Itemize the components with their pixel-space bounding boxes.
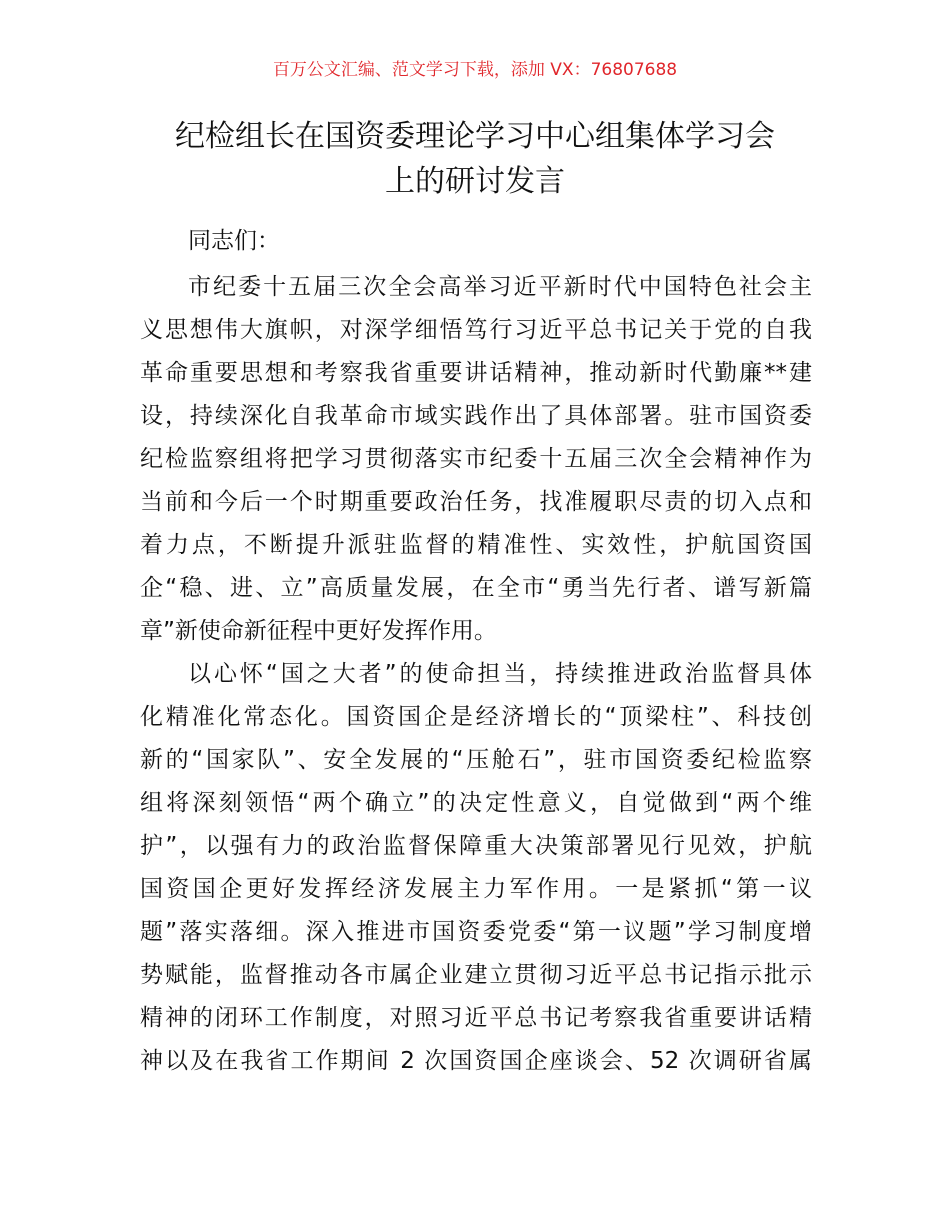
text-line: 当前和今后一个时期重要政治任务，找准履职尽责的切入点和 [140, 489, 812, 515]
text-line: 神以及在我省工作期间 2 次国资国企座谈会、52 次调研省属 [140, 1048, 812, 1074]
text-line: 以心怀“国之大者”的使命担当，持续推进政治监督具体 [188, 661, 812, 687]
text-line: 精神的闭环工作制度，对照习近平总书记考察我省重要讲话精 [140, 1005, 812, 1031]
text-line: 新的“国家队”、安全发展的“压舱石”，驻市国资委纪检监察 [140, 747, 812, 773]
watermark-header: 百万公文汇编、范文学习下载，添加 VX：76807688 [272, 60, 678, 80]
text-line: 市纪委十五届三次全会高举习近平新时代中国特色社会主 [188, 274, 812, 300]
title-line: 纪检组长在国资委理论学习中心组集体学习会 [175, 119, 775, 154]
document-body [140, 220, 812, 1083]
text-line: 设，持续深化自我革命市域实践作出了具体部署。驻市国资委 [140, 403, 812, 429]
text-line: 义思想伟大旗帜，对深学细悟笃行习近平总书记关于党的自我 [140, 317, 812, 343]
text-line: 企“稳、进、立”高质量发展，在全市“勇当先行者、谱写新篇 [140, 575, 812, 601]
text-line: 组将深刻领悟“两个确立”的决定性意义，自觉做到“两个维 [140, 790, 812, 816]
paragraph-1 [140, 266, 812, 653]
paragraph-2 [140, 653, 812, 1083]
text-line: 国资国企更好发挥经济发展主力军作用。一是紧抓“第一议 [140, 876, 812, 902]
text-line: 纪检监察组将把学习贯彻落实市纪委十五届三次全会精神作为 [140, 446, 812, 472]
text-line: 着力点，不断提升派驻监督的精准性、实效性，护航国资国 [140, 532, 812, 558]
document-title [140, 114, 810, 204]
text-line: 革命重要思想和考察我省重要讲话精神，推动新时代勤廉**建 [140, 360, 812, 386]
text-line: 章”新使命新征程中更好发挥作用。 [140, 618, 497, 644]
text-line: 护”，以强有力的政治监督保障重大决策部署见行见效，护航 [140, 833, 812, 859]
greeting: 同志们： [188, 228, 280, 254]
text-line: 题”落实落细。深入推进市国资委党委“第一议题”学习制度增 [140, 919, 812, 945]
text-line: 化精准化常态化。国资国企是经济增长的“顶梁柱”、科技创 [140, 704, 812, 730]
title-line: 上的研讨发言 [385, 164, 565, 199]
text-line: 势赋能，监督推动各市属企业建立贯彻习近平总书记指示批示 [140, 962, 812, 988]
